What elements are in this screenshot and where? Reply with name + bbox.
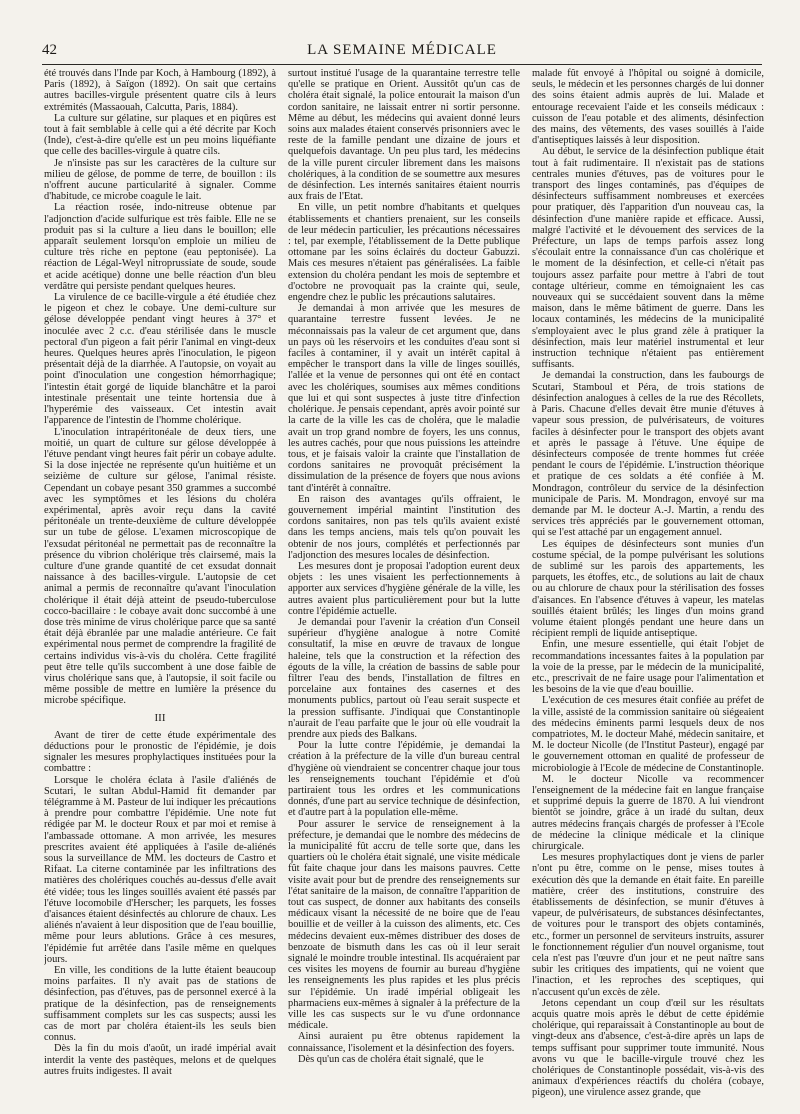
- paragraph: Les mesures prophylactiques dont je viens de parler n'ont pu être, comme on le pense, mises toutes à exécution dès que la demande en était faite. En pareille matière, créer des institutions, construire des établissements de désinfection, se munir d'étuves à vapeur, de pulvérisateurs, de substances désinfectantes, de voitures pour le transport des objets contaminés, etc., former un personnel de serviteurs instruits, assurer le fonctionnement régulier d'un nouvel organisme, tout cela n'est pas l'œuvre d'un jour et ne peut naître sans subir les critiques des impatients, qui ne voient que l'inaction, et les reproches des sceptiques, qui n'accusent qu'un excès de zèle.: [532, 852, 764, 998]
- paragraph: Enfin, une mesure essentielle, qui était l'objet de recommandations incessantes faites à la population par la voie de la presse, par le médecin de la municipalité, etc., prescrivait de ne faire usage pour l'alimentation et les besoins de la vie que d'eau bouillie.: [532, 639, 764, 696]
- paragraph: Je demandai pour l'avenir la création d'un Conseil supérieur d'hygiène analogue à notre Comité consultatif, la mise en œuvre de travaux de longue haleine, tels que la construction et la réfection des égouts de la ville, la création de bassins de sable pour filtrer l'eau des bends, l'installation de filtres en porcelaine aux fontaines des casernes et des monuments publics, partout où l'eau serait suspecte et la pression suffisante. J'indiquai que Constantinople n'aurait de l'eau parfaite que le jour où elle voudrait la prendre aux pieds des Balkans.: [288, 616, 520, 740]
- paragraph: été trouvés dans l'Inde par Koch, à Hambourg (1892), à Paris (1892), à Saïgon (1892). On sait que certains autres bacilles-virgule présentent quatre cils à leurs extrémités (Massaouah, Calcutta, Paris, 1884).: [44, 68, 276, 113]
- paragraph: surtout institué l'usage de la quarantaine terrestre telle qu'elle se pratique en Orient. Aussitôt qu'un cas de choléra était signalé, la police entourait la maison d'un cordon sanitaire, ne laissait entrer ni sortir personne. Même au début, les médecins qui avaient donné leurs soins aux malades étaient conservés prisonniers avec le reste de la famille pendant une dizaine de jours et quelquefois davantage. Un peu plus tard, les médecins de la ville purent circuler librement dans les maisons cholériques, à la condition de se soumettre aux mesures de désinfection. Les internés sanitaires étaient nourris aux frais de l'Etat.: [288, 68, 520, 203]
- paragraph: Avant de tirer de cette étude expérimentale des déductions pour le pronostic de l'épidémie, je dois signaler les mesures prophylactiques instituées pour la combattre :: [44, 729, 276, 775]
- paragraph: Je demandai à mon arrivée que les mesures de quarantaine terrestre fussent levées. Je ne méconnaissais pas la valeur de cet argument que, dans un pays où les réservoirs et les conduites d'eau sont si faciles à contaminer, il y avait un intérêt capital à empêcher le transport dans la ville de linges souillés, l'allée et la venue de personnes qui ont été en contact avec les cholériques, soumises aux mêmes conditions que lui et qui sont suspectes à juste titre d'infection cholérique. Je pensais cependant, après avoir pointé sur la carte de la ville les cas de choléra, que le maladie avait un trop grand nombre de foyers, les uns connus, les autres cachés, pour que nous puissions les atteindre tous, et je faisais valoir la crainte que l'installation de cordons sanitaires ne provoquât précisément la dissimulation de la présence de foyers que nous avions tant d'intérêt à connaître.: [288, 303, 520, 494]
- column-1: [44, 68, 276, 1108]
- paragraph: Jetons cependant un coup d'œil sur les résultats acquis quatre mois après le début de cette épidémie cholérique, qui reparaissait à Constantinople au bout de vingt-deux ans d'absence, c'est-à-dire après un laps de temps suffisant pour supprimer toute immunité. Nous avons vu que le bacille-virgule trouvé chez les cholériques de Constantinople possédait, vis-à-vis des animaux d'expériences réactifs du choléra (cobaye, pigeon), une virulence assez grande, que: [532, 997, 764, 1099]
- paragraph: L'inoculation intrapéritonéale de deux tiers, une moitié, un quart de culture sur gélose développée à l'étuve pendant vingt heures fait périr un cobaye adulte. Si la dose injectée ne représente qu'un huitième et un seizième de culture sur gélose, l'animal résiste. Cependant un cobaye pesant 350 grammes a succombé avec les symptômes et les lésions du choléra expérimental, après avoir reçu dans la cavité péritonéale un trente-deuxième de culture développée sur un tube de gélose. L'examen microscopique de l'exsudat péritonéal ne permettait pas de reconnaître la présence du vibrion cholérique très clairsemé, mais la culture d'une grande quantité de cet exsudat donnait naissance à des bacilles-virgule. L'autopsie de cet animal a permis de reconnaître qu'avant l'inoculation cholérique il était déjà atteint de pseudo-tuberculose cocco-bacillaire : le cobaye avait donc succombé à une dose très minime de virus cholérique parce que sa santé était déjà ébranlée par une maladie antérieure. Ce fait expérimental nous permet de comprendre la fragilité de certains individus vis-à-vis du choléra. Cette fragilité peut être telle qu'ils succombent à une dose faible de virus cholérique sans que, à l'autopsie, il soit facile ou même possible de mettre en lumière la présence du microbe spécifique.: [44, 426, 276, 707]
- paragraph: Lorsque le choléra éclata à l'asile d'aliénés de Scutari, le sultan Abdul-Hamid fit demander par télégramme à M. Pasteur de lui indiquer les précautions à prendre pour combattre l'épidémie. Une note fut rédigée par M. le docteur Roux et par moi et remise à l'ambassade ottomane. A mon arrivée, les mesures prescrites avaient été appliquées à l'asile de-aliénés sous la surveillance de MM. les docteurs de Castro et Rifaat. La citerne contaminée par les infiltrations des matières des cholériques couchés au-dessus d'elle avait été vidée; tous les linges souillés avaient été passés par l'étuve locomobile d'Herscher; les parquets, les fosses d'aisances étaient désinfectés au chlorure de chaux. Les aliénés n'avaient à leur disposition que de l'eau bouillie, même pour leurs ablutions. Grâce à ces mesures, l'épidémie fut arrêtée dans l'asile même en quelques jours.: [44, 774, 276, 965]
- section-heading: III: [154, 711, 166, 724]
- paragraph: malade fût envoyé à l'hôpital ou soigné à domicile, seuls, le médecin et les personnes chargés de lui donner des soins étaient admis auprès de lui. Malade et entourage recevaient l'aide et les conseils médicaux : cuisson de l'eau potable et des aliments, désinfection des mains, des vêtements, des vases souillés à l'aide d'antiseptiques laissés à leur disposition.: [532, 68, 764, 147]
- paragraph: Dès la fin du mois d'août, un iradé impérial avait interdit la vente des pastèques, melons et de quelques autres fruits indigestes. Il avait: [44, 1043, 276, 1077]
- paragraph: Les équipes de désinfecteurs sont munies d'un costume spécial, de la pompe pulvérisant les solutions de sublimé sur les parois des appartements, les parquets, les étoffes, etc., de solutions au lait de chaux ou au chlorure de chaux pour la stérilisation des fosses d'aisances. En l'absence d'étuves à vapeur, les matelas souillés étaient brûlés; les linges d'un moins grand volume étaient plongés pendant une heure dans un récipient rempli de liquide antiseptique.: [532, 538, 764, 640]
- page-header: [42, 42, 762, 65]
- paragraph: Ainsi auraient pu être obtenus rapidement la connaissance, l'isolement et la désinfection des foyers.: [288, 1031, 520, 1054]
- paragraph: Pour assurer le service de renseignement à la préfecture, je demandai que le nombre des médecins de la municipalité fût accru de telle sorte que, dans les quartiers où le choléra était signalé, une visite médicale fût faite chaque jour dans les maisons pauvres. Cette visite avait pour but de prendre des renseignements sur l'état sanitaire de la maison, de connaître l'apparition de tout cas suspect, de donner aux habitants des conseils médicaux visant la nécessité de ne boire que de l'eau bouillie et de veiller à la cuisson des aliments, etc. Ces médecins devaient eux-mêmes distribuer des doses de benzoate de bismuth dans les cas où il leur serait signalé le moindre trouble intestinal. Ils acquéraient par ces visites les moyens de fournir au bureau d'hygiène les renseignements les plus rapides et les plus précis sur l'épidémie. Un iradé impérial obligeait les pharmaciens eux-mêmes à signaler à la préfecture de la ville les cas suspects sur le vu d'une ordonnance médicale.: [288, 818, 520, 1032]
- paragraph: M. le docteur Nicolle va recommencer l'enseignement de la médecine fait en langue française et supprimé depuis la guerre de 1870. A lui viendront bientôt se joindre, grâce à un iradé du sultan, deux autres médecins français chargés de professer à l'Ecole de médecine la clinique médicale et la clinique chirurgicale.: [532, 773, 764, 853]
- paragraph: La culture sur gélatine, sur plaques et en piqûres est tout à fait semblable à celle qui a été décrite par Koch (Inde), c'est-à-dire qu'elle est un peu moins liquéfiante que celle des bacilles-virgule à quatre cils.: [44, 112, 276, 158]
- paragraph: Je n'insiste pas sur les caractères de la culture sur milieu de gélose, de pomme de terre, de bouillon : ils n'offrent aucune particularité à signaler. Comme d'habitude, ce microbe coagule le lait.: [44, 157, 276, 203]
- paragraph: En raison des avantages qu'ils offraient, le gouvernement impérial maintint l'institution des cordons sanitaires, non pas tels qu'ils avaient existé dans les temps anciens, mais tels qu'on pouvait les obtenir de nos jours, complétés et perfectionnés par l'adjonction des mesures locales de désinfection.: [288, 493, 520, 561]
- column-2: [288, 68, 520, 1108]
- article-columns: [44, 68, 764, 1108]
- paragraph: Les mesures dont je proposai l'adoption eurent deux objets : les unes visaient les perfectionnements à apporter aux services d'hygiène générale de la ville, les autres avaient plus particulièrement pour but la lutte contre l'épidémie actuelle.: [288, 560, 520, 617]
- paragraph: L'exécution de ces mesures était confiée au préfet de la ville, assisté de la commission sanitaire où siégeaient des médecins éminents parmi lesquels deux de nos compatriotes, M. le docteur Mahé, médecin sanitaire, et M. le docteur Nicolle (de l'Institut Pasteur), engagé par le gouvernement ottoman en qualité de professeur de microbiologie à l'Ecole de médecine de Constantinople.: [532, 695, 764, 774]
- column-3: [532, 68, 764, 1108]
- paragraph: En ville, les conditions de la lutte étaient beaucoup moins parfaites. Il n'y avait pas de stations de désinfection, pas d'étuves, pas de personnel exercé à la pratique de la désinfection, pas de renseignements suffisamment complets sur les cas suspects; aussi les cas de mort par choléra étaient-ils les seuls bien connus.: [44, 965, 276, 1044]
- page-number: 42: [42, 42, 57, 58]
- paragraph: Au début, le service de la désinfection publique était tout à fait rudimentaire. Il n'existait pas de stations centrales munies d'étuves, pas de voitures pour le transport des linges contaminés, pas d'équipes de désinfecteurs suffisamment nombreuses et exercées pour pratiquer, dès l'apparition d'un nouveau cas, la désinfection d'une manière rapide et efficace. Aussi, malgré l'activité et le dévouement des services de la Préfecture, un laps de temps parfois assez long s'écoulait entre la connaissance d'un cas cholérique et le moment de la désinfection, et celle-ci n'était pas toujours assez parfaite pour mettre à l'abri de tout contage ultérieur, comme en témoignaient les cas nouveaux qui se succédaient souvent dans la même maison, dans le même bâtiment de guerre. Dans les locaux contaminés, les médecins de la municipalité s'employaient avec le plus grand zèle à pratiquer la désinfection, mais leur matériel instrumental et leur instruction technique n'étaient pas entièrement suffisants.: [532, 146, 764, 371]
- journal-title: LA SEMAINE MÉDICALE: [307, 42, 497, 58]
- paragraph: Je demandai la construction, dans les faubourgs de Scutari, Stamboul et Péra, de trois stations de désinfection analogues à celles de la rue des Récollets, à Paris. Chacune d'elles devait être munie d'étuves à vapeur sous pression, de pulvérisateurs, de voitures faciles à désinfecter pour le transport des objets avant et après le passage à l'étuve. Une équipe de désinfecteurs composée de trente hommes fut créée pendant le cours de l'épidémie. L'instruction théorique et pratique de ces soldats a été confiée à M. Mondragon, contrôleur du service de la désinfection municipale de Paris. M. Mondragon, envoyé sur ma demande par M. le docteur A.-J. Martin, a rendu des services très appréciés par le gouvernement ottoman, qui se l'est attaché par un engagement annuel.: [532, 370, 764, 539]
- paragraph: En ville, un petit nombre d'habitants et quelques établissements et chantiers prenaient, sur les conseils de leur médecin particulier, les précautions nécessaires : tel, par exemple, l'établissement de la Dette publique ottomane par les soins éclairés du docteur Gabuzzi. Mais ces mesures n'étaient pas généralisées. La faible extension du choléra pendant les mois de septembre et d'octobre ne provoquait pas la crainte qui, seule, engendre chez le public les précautions salutaires.: [288, 202, 520, 304]
- paragraph: Dès qu'un cas de choléra était signalé, que le: [298, 1053, 484, 1065]
- paragraph: Pour la lutte contre l'épidémie, je demandai la création à la préfecture de la ville d'un bureau central d'hygiène où viendraient se concentrer chaque jour tous les renseignements touchant l'épidémie et d'où partiraient tous les ordres et les communications donnés, d'une part au service technique de désinfection, et d'autre part à la population elle-même.: [288, 740, 520, 819]
- paragraph: La virulence de ce bacille-virgule a été étudiée chez le pigeon et chez le cobaye. Une demi-culture sur gélose développée pendant vingt heures à 37° et inoculée avec 2 c.c. d'eau stérilisée dans le muscle pectoral d'un pigeon a fait périr l'animal en vingt-deux heures. Quelques heures après l'inoculation, le pigeon présentait déjà de la diarrhée. A l'autopsie, on voyait au point d'inoculation une congestion hémorrhagique; l'intestin était gorgé de liquide blanchâtre et la paroi intestinale présentait une teinte hortensia due à l'hyperémie des vaisseaux. Cet intestin avait l'apparence de l'intestin de l'homme cholérique.: [44, 292, 276, 427]
- paragraph: La réaction rosée, indo-nitreuse obtenue par l'adjonction d'acide sulfurique est très faible. Elle ne se produit pas si la culture a lieu dans le bouillon; elle apparaît seulement lorsqu'on emploie un milieu de culture très riche en peptone (eau peptonisée). La réaction de Légal-Weyl nitroprussiate de soude, soude et acide acétique) donne une belle réaction d'un bleu verdâtre qui persiste pendant quelques heures.: [44, 202, 276, 292]
